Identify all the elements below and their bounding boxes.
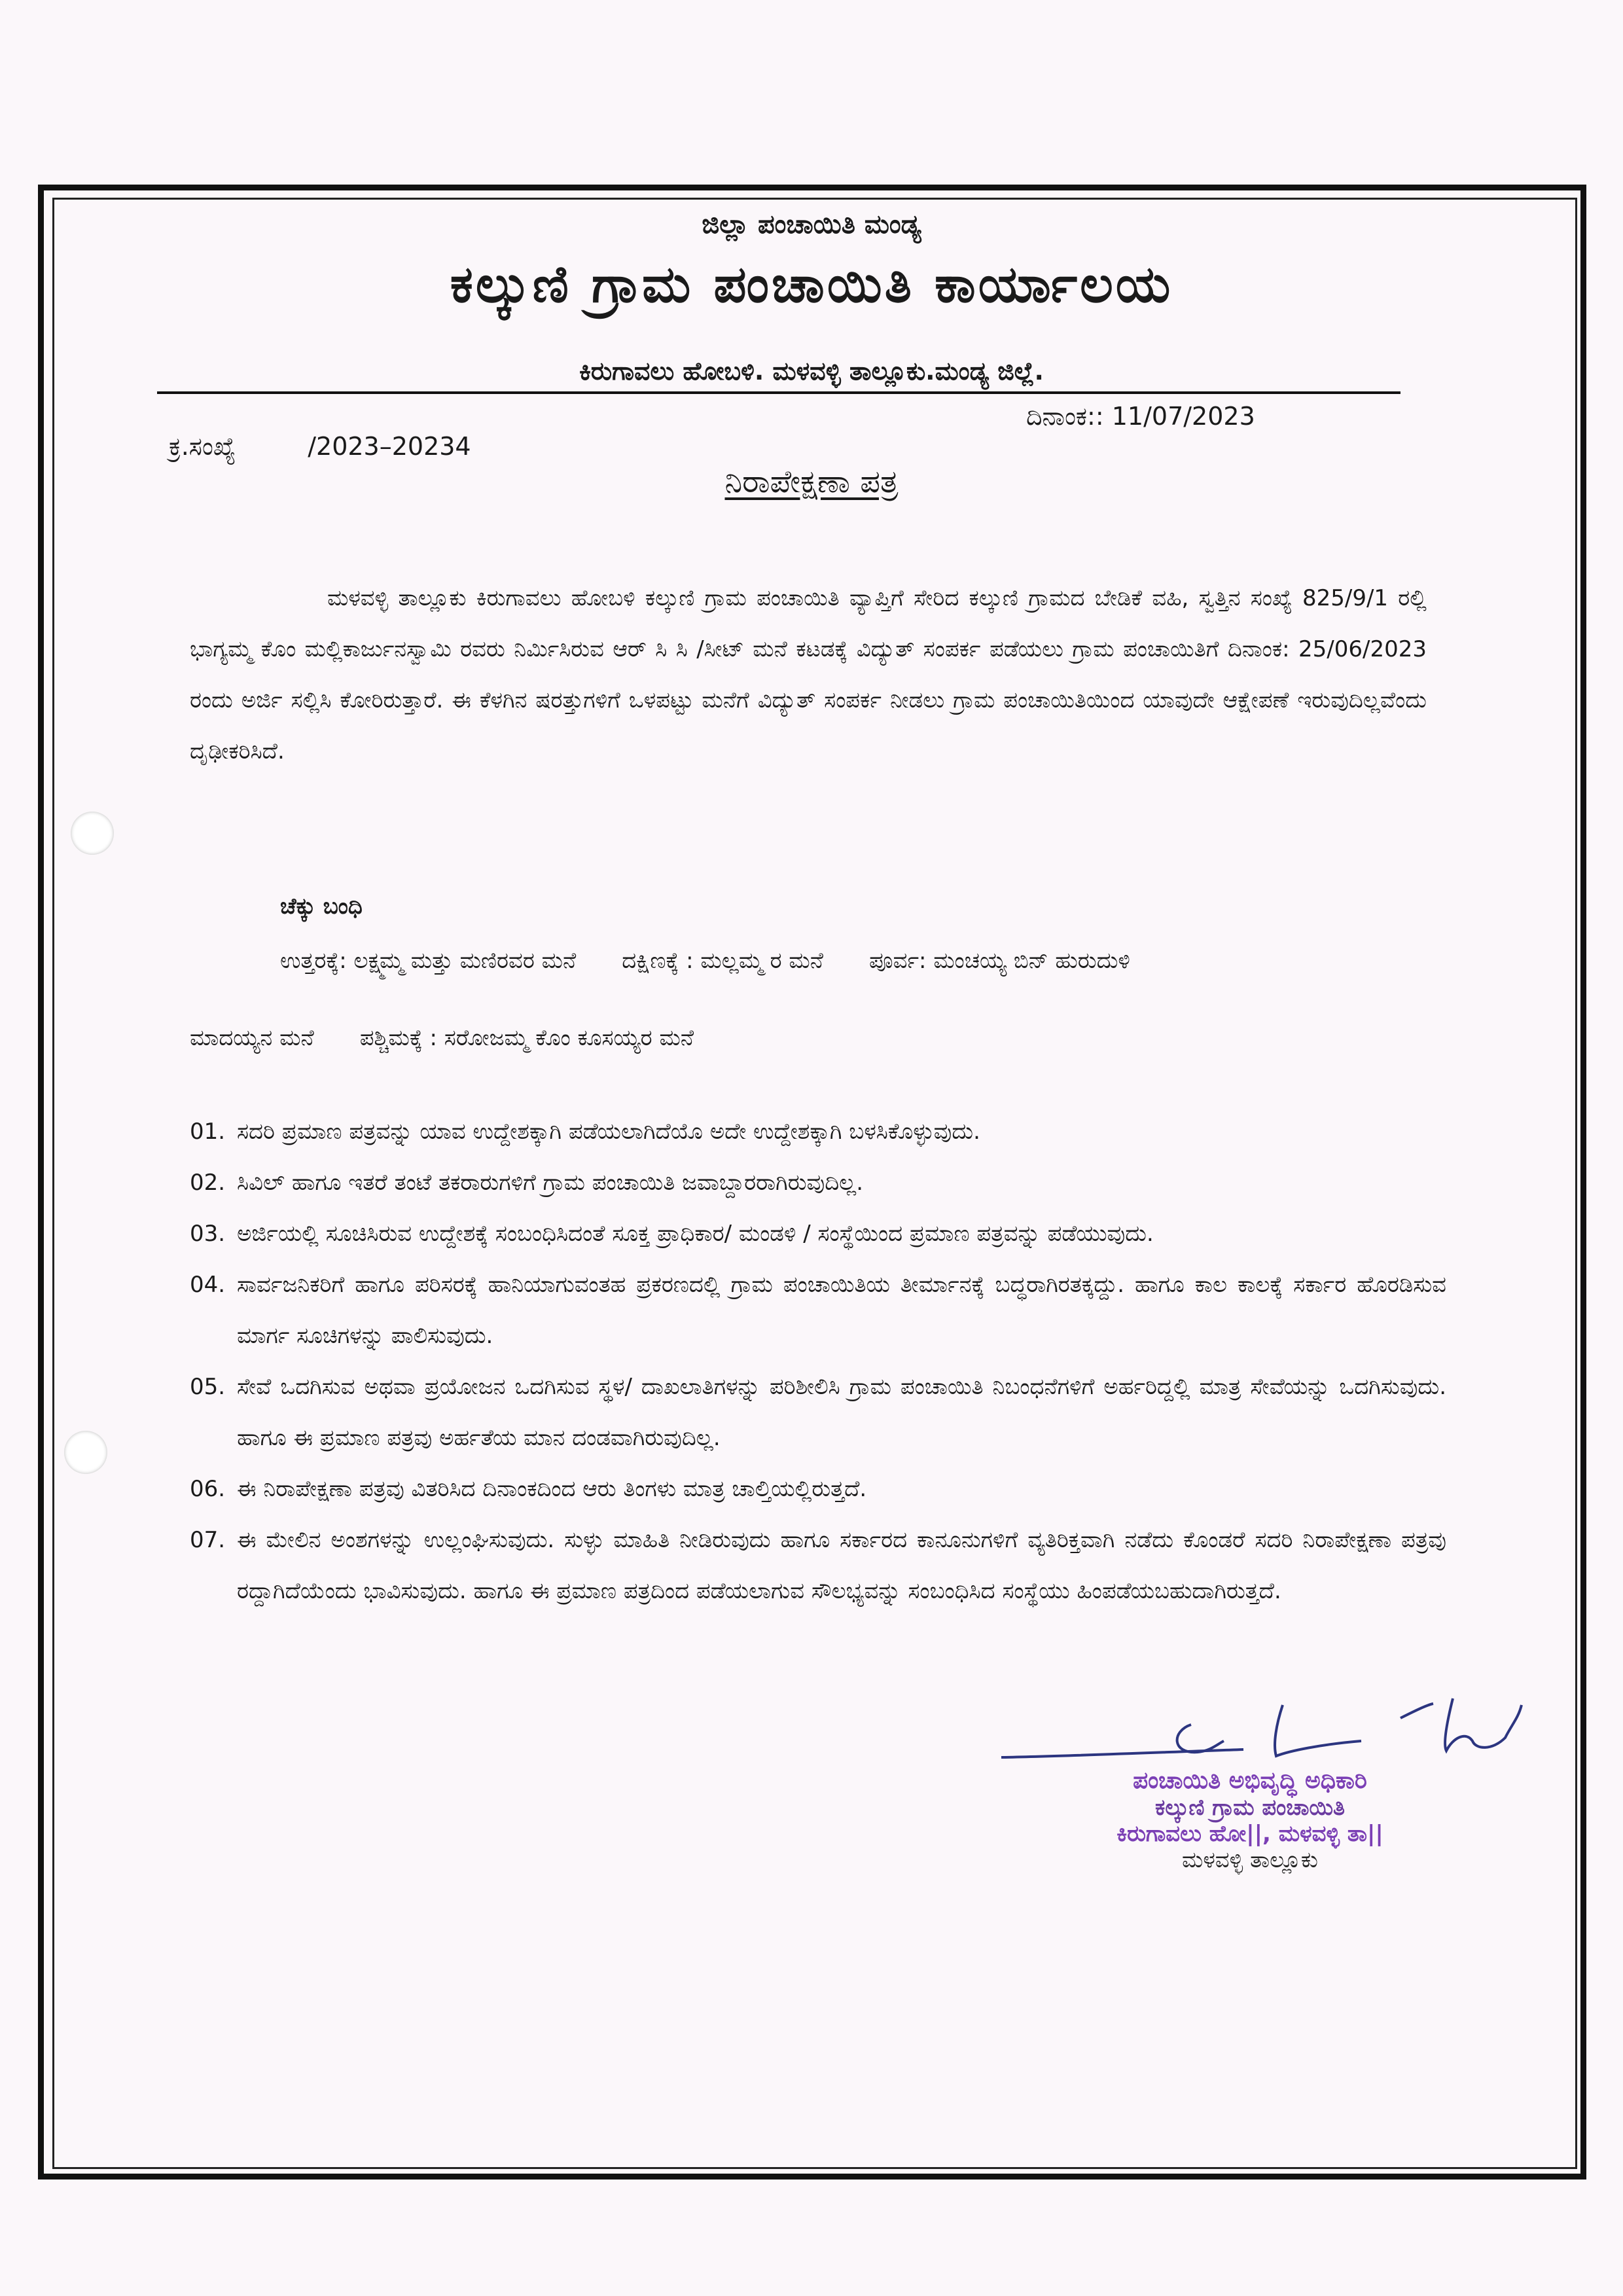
condition-item [190, 1463, 1446, 1515]
office-heading: ಕಲ್ಕುಣಿ ಗ್ರಾಮ ಪಂಚಾಯಿತಿ ಕಾರ್ಯಾಲಯ [450, 255, 1173, 314]
official-stamp [1021, 1767, 1479, 1873]
date-value: 11/07/2023 [1111, 402, 1255, 431]
condition-item [190, 1208, 1446, 1259]
punch-hole-bottom [64, 1431, 107, 1474]
condition-item [190, 1106, 1446, 1157]
boundary-north: ಉತ್ತರಕ್ಕೆ: ಲಕ್ಷ್ಮಮ್ಮ ಮತ್ತು ಮಣಿರವರ ಮನೆ [280, 948, 577, 974]
reference-value: /2023–20234 [308, 432, 471, 461]
boundaries-line-2 [190, 1025, 694, 1051]
boundary-east: ಪೂರ್ವ: ಮಂಚಯ್ಯ ಬಿನ್ ಹುರುದುಳಿ [869, 948, 1130, 974]
stamp-location: ಕಿರುಗಾವಲು ಹೋ||, ಮಳವಳ್ಳಿ ತಾ|| [1116, 1821, 1383, 1847]
punch-hole-top [71, 812, 114, 855]
document-title: ನಿರಾಪೇಕ್ಷಣಾ ಪತ್ರ [724, 463, 899, 500]
reference-label: ಕ್ರ.ಸಂಖ್ಯೆ [169, 432, 236, 461]
condition-item [190, 1157, 1446, 1208]
condition-number: 03. [190, 1221, 226, 1247]
stamp-panchayat: ಕಲ್ಕುಣಿ ಗ್ರಾಮ ಪಂಚಾಯಿತಿ [1155, 1795, 1345, 1821]
condition-number: 04. [190, 1272, 226, 1298]
boundary-west: ಪಶ್ಚಿಮಕ್ಕೆ : ಸರೋಜಮ್ಮ ಕೊಂ ಕೂಸಯ್ಯರ ಮನೆ [359, 1025, 694, 1051]
condition-number: 02. [190, 1170, 226, 1196]
boundary-east-cont: ಮಾದಯ್ಯನ ಮನೆ [190, 1025, 314, 1051]
condition-text: ಅರ್ಜಿಯಲ್ಲಿ ಸೂಚಿಸಿರುವ ಉದ್ದೇಶಕ್ಕೆ ಸಂಬಂಧಿಸಿದಂತೆ ಸೂಕ್ತ ಪ್ರಾಧಿಕಾರ/ ಮಂಡಳಿ / ಸಂಸ್ಥೆಯಿಂದ ಪ್ರಮಾಣ ಪತ್ರವನ್ನು ಪಡೆಯುವುದು. [237, 1221, 1154, 1247]
boundaries-heading: ಚೆಕ್ಕು ಬಂಧಿ [280, 893, 363, 920]
letter-date [1026, 402, 1255, 431]
condition-text: ಸಾರ್ವಜನಿಕರಿಗೆ ಹಾಗೂ ಪರಿಸರಕ್ಕೆ ಹಾನಿಯಾಗುವಂತಹ ಪ್ರಕರಣದಲ್ಲಿ ಗ್ರಾಮ ಪಂಚಾಯಿತಿಯ ತೀರ್ಮಾನಕ್ಕೆ ಬದ್ಧರಾಗಿರತಕ್ಕದ್ದು. ಹಾಗೂ ಕಾಲ ಕಾಲಕ್ಕೆ ಸರ್ಕಾರ ಹೊರಡಿಸುವ ಮಾರ್ಗ ಸೂಚಿಗಳನ್ನು ಪಾಲಿಸುವುದು. [237, 1272, 1446, 1349]
condition-number: 06. [190, 1476, 226, 1502]
condition-item [190, 1515, 1446, 1617]
condition-item [190, 1361, 1446, 1463]
body-paragraph: ಮಳವಳ್ಳಿ ತಾಲ್ಲೂಕು ಕಿರುಗಾವಲು ಹೋಬಳಿ ಕಲ್ಕುಣಿ ಗ್ರಾಮ ಪಂಚಾಯಿತಿ ವ್ಯಾಪ್ತಿಗೆ ಸೇರಿದ ಕಲ್ಕುಣಿ ಗ್ರಾಮದ ಬೇಡಿಕೆ ವಹಿ, ಸ್ವತ್ತಿನ ಸಂಖ್ಯೆ 825/9/1 ರಲ್ಲಿ ಭಾಗ್ಯಮ್ಮ ಕೊಂ ಮಲ್ಲಿಕಾರ್ಜುನಸ್ವಾಮಿ ರವರು ನಿರ್ಮಿಸಿರುವ ಆರ್ ಸಿ ಸಿ /ಸೀಟ್ ಮನೆ ಕಟಡಕ್ಕೆ ವಿದ್ಯುತ್ ಸಂಪರ್ಕ ಪಡೆಯಲು ಗ್ರಾಮ ಪಂಚಾಯಿತಿಗೆ ದಿನಾಂಕ: 25/06/2023 ರಂದು ಅರ್ಜಿ ಸಲ್ಲಿಸಿ ಕೋರಿರುತ್ತಾರೆ. ಈ ಕೆಳಗಿನ ಷರತ್ತುಗಳಿಗೆ ಒಳಪಟ್ಟು ಮನೆಗೆ ವಿದ್ಯುತ್ ಸಂಪರ್ಕ ನೀಡಲು ಗ್ರಾಮ ಪಂಚಾಯಿತಿಯಿಂದ ಯಾವುದೇ ಆಕ್ಷೇಪಣೆ ಇರುವುದಿಲ್ಲವೆಂದು ದೃಢೀಕರಿಸಿದೆ. [190, 585, 1427, 764]
reference-number [169, 432, 471, 461]
boundary-south: ದಕ್ಷಿಣಕ್ಕೆ : ಮಲ್ಲಮ್ಮ ರ ಮನೆ [622, 948, 823, 974]
office-address: ಕಿರುಗಾವಲು ಹೋಬಳಿ. ಮಳವಳ್ಳಿ ತಾಲ್ಲೂಕು.ಮಂಡ್ಯ ಜಿಲ್ಲೆ. [579, 357, 1044, 386]
condition-text: ಸಿವಿಲ್ ಹಾಗೂ ಇತರೆ ತಂಟೆ ತಕರಾರುಗಳಿಗೆ ಗ್ರಾಮ ಪಂಚಾಯಿತಿ ಜವಾಬ್ದಾರರಾಗಿರುವುದಿಲ್ಲ. [237, 1170, 864, 1196]
district-heading: ಜಿಲ್ಲಾ ಪಂಚಾಯಿತಿ ಮಂಡ್ಯ [702, 209, 921, 240]
condition-number: 01. [190, 1119, 226, 1145]
stamp-taluk: ಮಳವಳ್ಳಿ ತಾಲ್ಲೂಕು [1181, 1847, 1318, 1873]
stamp-designation: ಪಂಚಾಯಿತಿ ಅಭಿವೃದ್ಧಿ ಅಧಿಕಾರಿ [1133, 1767, 1367, 1794]
condition-text: ಈ ನಿರಾಪೇಕ್ಷಣಾ ಪತ್ರವು ವಿತರಿಸಿದ ದಿನಾಂಕದಿಂದ ಆರು ತಿಂಗಳು ಮಾತ್ರ ಚಾಲ್ತಿಯಲ್ಲಿರುತ್ತದೆ. [237, 1476, 867, 1502]
condition-text: ಈ ಮೇಲಿನ ಅಂಶಗಳನ್ನು ಉಲ್ಲಂಘಿಸುವುದು. ಸುಳ್ಳು ಮಾಹಿತಿ ನೀಡಿರುವುದು ಹಾಗೂ ಸರ್ಕಾರದ ಕಾನೂನುಗಳಿಗೆ ವ್ಯತಿರಿಕ್ತವಾಗಿ ನಡೆದು ಕೊಂಡರೆ ಸದರಿ ನಿರಾಪೇಕ್ಷಣಾ ಪತ್ರವು ರದ್ದಾಗಿದೆಯೆಂದು ಭಾವಿಸುವುದು. ಹಾಗೂ ಈ ಪ್ರಮಾಣ ಪತ್ರದಿಂದ ಪಡೆಯಲಾಗುವ ಸೌಲಭ್ಯವನ್ನು ಸಂಬಂಧಿಸಿದ ಸಂಸ್ಥೆಯು ಹಿಂಪಡೆಯಬಹುದಾಗಿರುತ್ತದೆ. [237, 1527, 1446, 1604]
boundaries-line [280, 948, 1130, 974]
date-label: ದಿನಾಂಕ:: [1026, 402, 1104, 431]
header-divider [157, 391, 1400, 394]
condition-item [190, 1259, 1446, 1361]
condition-text: ಸದರಿ ಪ್ರಮಾಣ ಪತ್ರವನ್ನು ಯಾವ ಉದ್ದೇಶಕ್ಕಾಗಿ ಪಡೆಯಲಾಗಿದೆಯೊ ಅದೇ ಉದ್ದೇಶಕ್ಕಾಗಿ ಬಳಸಿಕೊಳ್ಳುವುದು. [237, 1119, 980, 1145]
condition-number: 07. [190, 1527, 226, 1553]
conditions-list [190, 1106, 1446, 1617]
condition-text: ಸೇವೆ ಒದಗಿಸುವ ಅಥವಾ ಪ್ರಯೋಜನ ಒದಗಿಸುವ ಸ್ಥಳ/ ದಾಖಲಾತಿಗಳನ್ನು ಪರಿಶೀಲಿಸಿ ಗ್ರಾಮ ಪಂಚಾಯಿತಿ ನಿಬಂಧನೆಗಳಿಗೆ ಅರ್ಹರಿದ್ದಲ್ಲಿ ಮಾತ್ರ ಸೇವೆಯನ್ನು ಒದಗಿಸುವುದು. ಹಾಗೂ ಈ ಪ್ರಮಾಣ ಪತ್ರವು ಅರ್ಹತೆಯ ಮಾನ ದಂಡವಾಗಿರುವುದಿಲ್ಲ. [237, 1374, 1446, 1451]
condition-number: 05. [190, 1374, 226, 1400]
